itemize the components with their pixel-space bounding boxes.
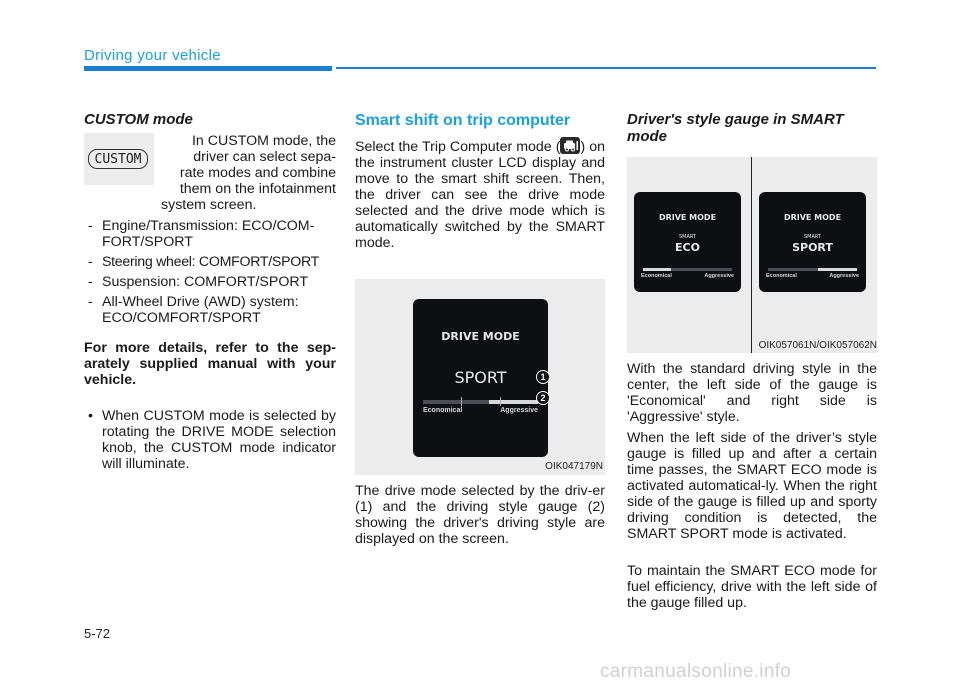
screen-mode: ECO xyxy=(675,241,700,254)
style-gauge xyxy=(643,268,732,271)
smart-shift-heading: Smart shift on trip computer xyxy=(355,112,571,129)
header-rule-thick xyxy=(84,66,332,71)
eco-screen xyxy=(634,192,741,292)
gauge-fill xyxy=(643,268,671,271)
intro-line: system screen. xyxy=(161,197,257,213)
screen-mode: SPORT xyxy=(454,368,507,387)
intro-line: driver can select sepa- xyxy=(193,149,336,165)
watermark: carmanualsonline.info xyxy=(600,661,792,682)
gauge-fill xyxy=(489,400,538,404)
figure-divider xyxy=(751,157,752,353)
smart-shift-para1: Select the Trip Computer mode ( ) on the instrument cluster LCD display and move to the smart shift screen. Then, the driver can see the drive mode selected and the drive mode which is automatically switched by the SMART mode. xyxy=(355,139,605,251)
gauge-fill xyxy=(818,268,857,271)
custom-mode-bullet: • When CUSTOM mode is selected by rotating the DRIVE MODE selection knob, the CUSTOM mode indicator will illuminate. xyxy=(84,408,336,472)
style-gauge xyxy=(768,268,857,271)
screen-title: DRIVE MODE xyxy=(783,213,842,222)
gauge-right-label: Aggressive xyxy=(704,273,734,279)
custom-mode-list xyxy=(84,218,338,330)
header-rule-thin xyxy=(336,67,876,69)
screen-mode: SPORT xyxy=(792,241,833,254)
style-gauge-para1: With the standard driving style in the center, the left side of the gauge is 'Economical' and right side is 'Aggressive' style. xyxy=(627,361,877,425)
list-item: - Engine/Transmission: ECO/COM- FORT/SPORT xyxy=(84,218,338,250)
smart-shift-para2: The drive mode selected by the driv-er (1) and the driving style gauge (2) showing the driver's driving style are displayed on the screen. xyxy=(355,483,605,547)
marker-2: 2 xyxy=(536,391,550,405)
style-gauge-para3: To maintain the SMART ECO mode for fuel efficiency, drive with the left side of the gauge filled up. xyxy=(627,563,877,611)
style-gauge xyxy=(423,400,538,404)
list-item: - Steering wheel: COMFORT/SPORT xyxy=(84,254,338,270)
intro-line: them on the infotainment xyxy=(179,181,336,197)
intro-line: rate modes and combine xyxy=(179,165,336,181)
style-gauge-figure xyxy=(627,157,877,353)
screen-title: DRIVE MODE xyxy=(441,330,520,343)
trip-computer-icon xyxy=(560,137,580,154)
custom-indicator-icon: CUSTOM xyxy=(88,149,148,169)
gauge-right-label: Aggressive xyxy=(829,273,859,279)
list-item: - All-Wheel Drive (AWD) system: ECO/COMFORT/SPORT xyxy=(84,294,338,326)
sport-screen xyxy=(759,192,866,292)
list-item: - Suspension: COMFORT/SPORT xyxy=(84,274,338,290)
custom-indicator-figure xyxy=(84,133,154,185)
page-number: 5-72 xyxy=(84,626,111,641)
intro-line: In CUSTOM mode, the xyxy=(191,133,336,149)
section-title: Driving your vehicle xyxy=(84,47,221,64)
custom-mode-note: For more details, refer to the sep-arately supplied manual with your vehicle. xyxy=(84,340,336,388)
figure-caption: OIK057061N/OIK057062N xyxy=(758,340,877,351)
gauge-left-label: Economical xyxy=(766,273,797,279)
screen-smart: SMART xyxy=(803,234,822,240)
style-gauge-para2: When the left side of the driver’s style gauge is filled up and after a certain time passes, the SMART ECO mode is activated automatical-ly. When the right side of the gauge is filled up and sporty driving condition is detected, the SMART SPORT mode is activated. xyxy=(627,430,877,542)
screen-smart: SMART xyxy=(678,234,697,240)
custom-mode-heading: CUSTOM mode xyxy=(84,111,193,128)
style-gauge-heading: Driver's style gauge in SMART mode xyxy=(627,111,844,145)
cluster-screen xyxy=(413,299,548,457)
gauge-right-label: Aggressive xyxy=(500,407,538,414)
figure-caption: OIK047179N xyxy=(545,461,603,472)
gauge-left-label: Economical xyxy=(641,273,672,279)
marker-1: 1 xyxy=(536,370,550,384)
smart-shift-figure xyxy=(355,279,605,475)
gauge-left-label: Economical xyxy=(423,407,463,414)
custom-mode-intro xyxy=(161,133,336,213)
screen-title: DRIVE MODE xyxy=(658,213,717,222)
